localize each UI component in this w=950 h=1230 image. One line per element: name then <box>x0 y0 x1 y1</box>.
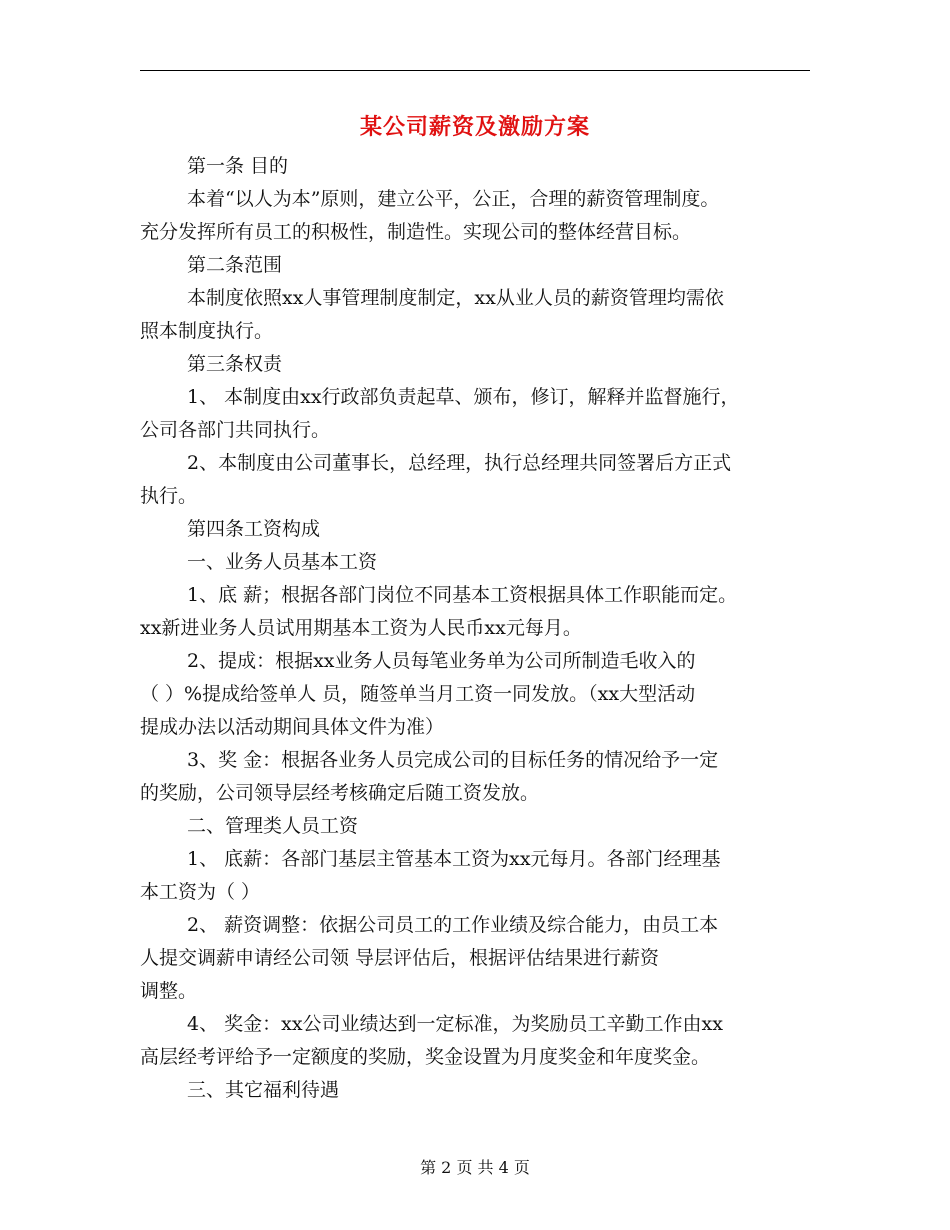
body-line: 2、本制度由公司董事长，总经理，执行总经理共同签署后方正式 <box>187 452 732 474</box>
body-line: 3、奖 金：根据各业务人员完成公司的目标任务的情况给予一定 <box>187 749 719 771</box>
subsection-heading: 一、业务人员基本工资 <box>187 551 378 573</box>
body-line: 充分发挥所有员工的积极性，制造性。实现公司的整体经营目标。 <box>140 221 692 243</box>
body-line: 提成办法以活动期间具体文件为准） <box>140 716 445 738</box>
section-heading: 第三条权责 <box>187 353 283 375</box>
body-line: xx新进业务人员试用期基本工资为人民币xx元每月。 <box>140 617 582 639</box>
body-line: 调整。 <box>140 980 198 1002</box>
body-line: 执行。 <box>140 485 198 507</box>
section-heading: 第一条 目的 <box>187 155 289 177</box>
subsection-heading: 二、管理类人员工资 <box>187 815 359 837</box>
body-line: 公司各部门共同执行。 <box>140 419 331 441</box>
header-rule <box>140 70 810 71</box>
body-line: 人提交调薪申请经公司领 导层评估后，根据评估结果进行薪资 <box>140 947 660 969</box>
body-line: 本着“以人为本”原则，建立公平，公正，合理的薪资管理制度。 <box>187 188 720 210</box>
body-line: 照本制度执行。 <box>140 320 274 342</box>
section-heading: 第四条工资构成 <box>187 518 321 540</box>
body-line: 1、底 薪；根据各部门岗位不同基本工资根据具体工作职能而定。 <box>187 584 738 606</box>
body-line: 4、 奖金：xx公司业绩达到一定标准，为奖励员工辛勤工作由xx <box>187 1013 723 1035</box>
body-line: 本工资为（ ） <box>140 881 261 903</box>
body-line: （ ）%提成给签单人 员，随签单当月工资一同发放。（xx大型活动 <box>140 683 696 705</box>
body-line: 2、提成：根据xx业务人员每笔业务单为公司所制造毛收入的 <box>187 650 696 672</box>
body-line: 本制度依照xx人事管理制度制定，xx从业人员的薪资管理均需依 <box>187 287 724 309</box>
body-line: 1、 底薪：各部门基层主管基本工资为xx元每月。各部门经理基 <box>187 848 721 870</box>
subsection-heading: 三、其它福利待遇 <box>187 1079 340 1101</box>
body-line: 1、 本制度由xx行政部负责起草、颁布，修订，解释并监督施行， <box>187 386 740 408</box>
page-number-footer: 第 2 页 共 4 页 <box>420 1158 530 1177</box>
body-line: 高层经考评给予一定额度的奖励，奖金设置为月度奖金和年度奖金。 <box>140 1046 711 1068</box>
document-title: 某公司薪资及激励方案 <box>359 114 590 140</box>
body-line: 2、 薪资调整：依据公司员工的工作业绩及综合能力，由员工本 <box>187 914 719 936</box>
section-heading: 第二条范围 <box>187 254 283 276</box>
body-line: 的奖励，公司领导层经考核确定后随工资发放。 <box>140 782 540 804</box>
